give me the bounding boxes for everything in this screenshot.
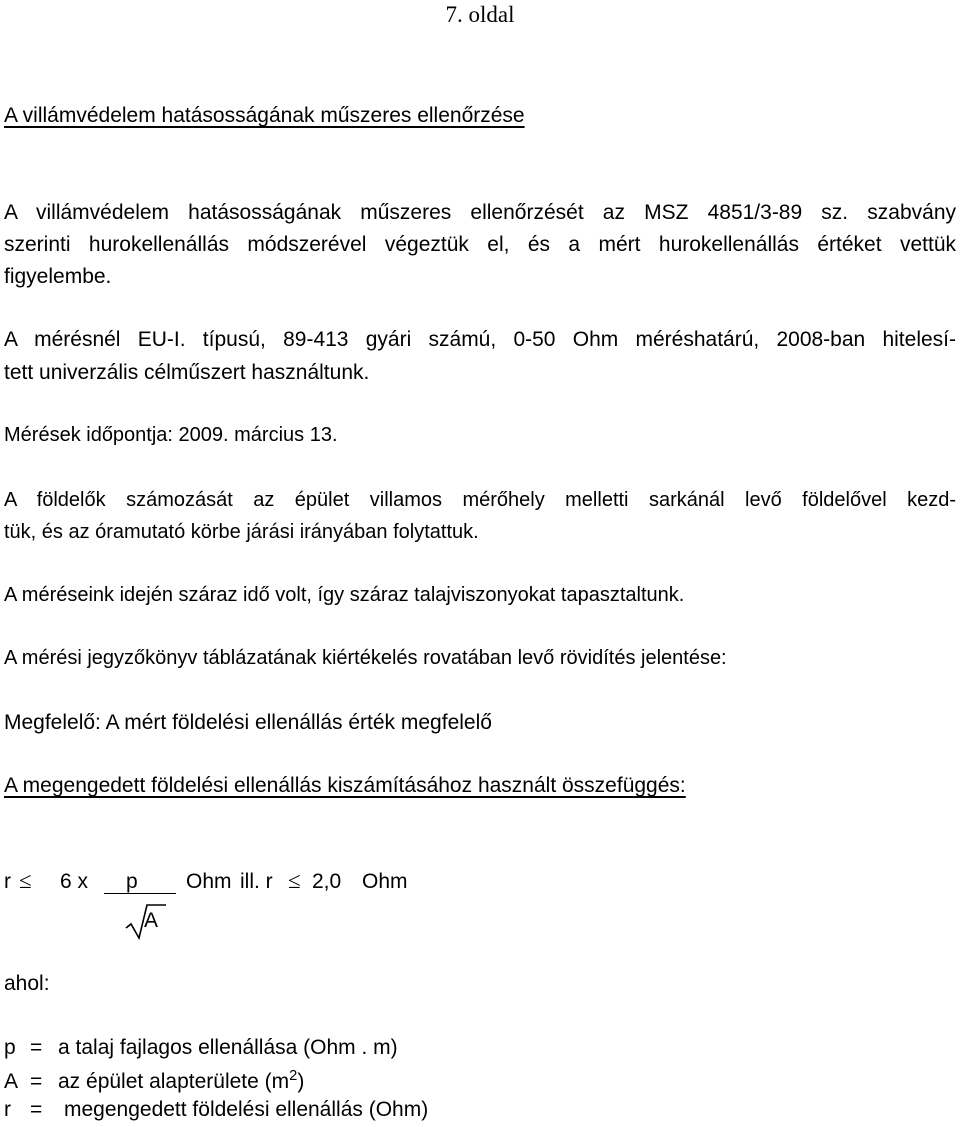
formula-heading: A megengedett földelési ellenállás kiszámításához használt összefüggés: [4, 774, 686, 797]
instrument-paragraph-line-1: A mérésnél EU-I. típusú, 89-413 gyári számú, 0-50 Ohm méréshatárú, 2008-ban hitelesí- [4, 328, 956, 351]
measurement-date: Mérések időpontja: 2009. március 13. [4, 424, 338, 446]
numbering-paragraph-line-1: A földelők számozását az épület villamos mérőhely melletti sarkánál levő földelővel kezd- [4, 489, 956, 511]
numbering-paragraph-line-2: tük, és az óramutató körbe járási irányában folytattuk. [4, 521, 479, 543]
weather-note: A méréseink idején száraz idő volt, így száraz talajviszonyokat tapasztaltunk. [4, 584, 685, 606]
definition-r: r = megengedett földelési ellenállás (Ohm) [4, 1098, 429, 1121]
abbreviation-intro: A mérési jegyzőkönyv táblázatának kiértékelés rovatában levő rövidítés jelentése: [4, 647, 727, 669]
definition-p: p = a talaj fajlagos ellenállása (Ohm . m) [4, 1036, 398, 1059]
abbreviation-definition: Megfelelő: A mért földelési ellenállás érték megfelelő [4, 711, 492, 734]
formula-factor: 6 x [60, 870, 89, 893]
formula-unit-2: Ohm [362, 870, 408, 893]
instrument-paragraph-line-2: tett univerzális célműszert használtunk. [4, 361, 370, 384]
formula-r: r [4, 870, 11, 893]
formula-ill: ill. r [240, 870, 273, 893]
formula-numerator [104, 870, 176, 894]
section-title: A villámvédelem hatásosságának műszeres ellenőrzése [4, 104, 525, 127]
less-equal-symbol-2: ≤ [288, 868, 301, 893]
definition-A: A = az épület alapterülete $(m^2)$ [4, 1068, 305, 1093]
page-number: 7. oldal [445, 2, 515, 27]
formula-unit-1: Ohm [186, 870, 232, 893]
less-equal-symbol: ≤ [19, 868, 32, 893]
intro-paragraph-line-2: szerinti hurokellenállás módszerével végeztük el, és a mért hurokellenállás értéket vettük [4, 233, 956, 256]
numerator-p: p [104, 871, 176, 894]
intro-paragraph-line-1: A villámvédelem hatásosságának műszeres ellenőrzését az MSZ 4851/3-89 sz. szabvány [4, 201, 956, 224]
intro-paragraph-line-3: figyelembe. [4, 265, 112, 288]
formula-limit: 2,0 [312, 870, 342, 893]
where-label: ahol: [4, 972, 50, 995]
formula-denominator: A [144, 909, 159, 932]
